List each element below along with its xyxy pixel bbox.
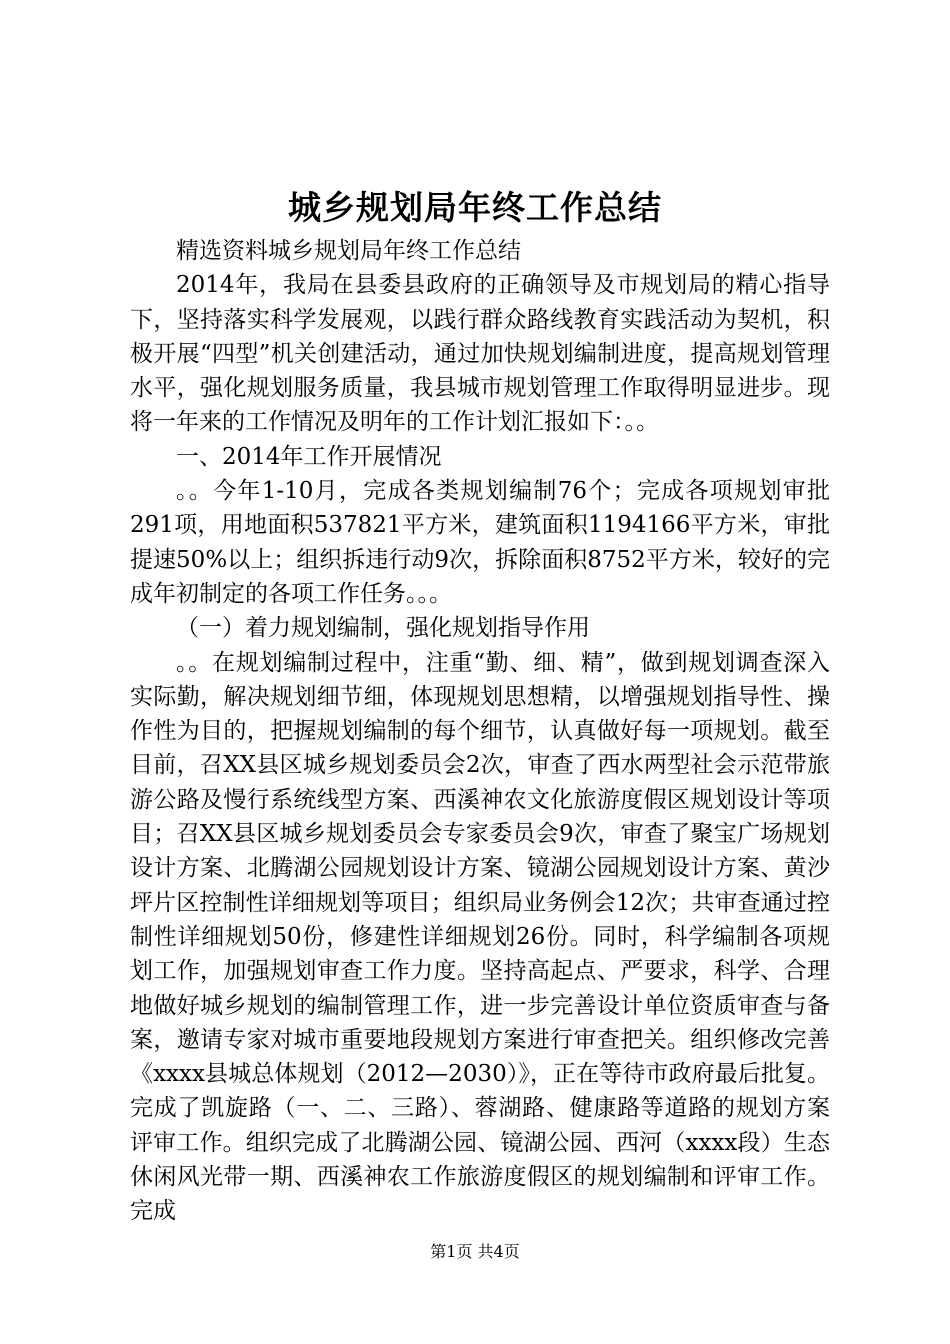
paragraph-intro: 2014年，我局在县委县政府的正确领导及市规划局的精心指导下，坚持落实科学发展观，以践行群众路线教育实践活动为契机，积极开展“四型”机关创建活动，通过加快规划编制进度，提高规划管理水平，强化规划服务质量，我县城市规划管理工作取得明显进步。现将一年来的工作情况及明年的工作计划汇报如下：。。 bbox=[130, 272, 830, 436]
paragraph-planning: 。。在规划编制过程中，注重“勤、细、精”，做到规划调查深入实际勤，解决规划细节细，体现规划思想精，以增强规划指导性、操作性为目的，把握规划编制的每个细节，认真做好每一项规划。截至目前，召XX县区城乡规划委员会2次，审查了西水两型社会示范带旅游公路及慢行系统线型方案、西溪神农文化旅游度假区规划设计等项目；召XX县区城乡规划委员会专家委员会9次，审查了聚宝广场规划设计方案、北腾湖公园规划设计方案、镜湖公园规划设计方案、黄沙坪片区控制性详细规划等项目；组织局业务例会12次；共审查通过控制性详细规划50份，修建性详细规划26份。同时，科学编制各项规划工作，加强规划审查工作力度。坚持高起点、严要求，科学、合理地做好城乡规划的编制管理工作，进一步完善设计单位资质审查与备案，邀请专家对城市重要地段规划方案进行审查把关。组织修改完善《xxxx县城总体规划（2012—2030）》，正在等待市政府最后批复。完成了凯旋路（一、二、三路）、蓉湖路、健康路等道路的规划方案评审工作。组织完成了北腾湖公园、镜湖公园、西河（xxxx段）生态休闲风光带一期、西溪神农工作旅游度假区的规划编制和评审工作。完成 bbox=[130, 649, 830, 1225]
paragraph-summary: 。。今年1-10月，完成各类规划编制76个；完成各项规划审批291项，用地面积537821平方米，建筑面积1194166平方米，审批提速50%以上；组织拆违行动9次，拆除面积8752平方米，较好的完成年初制定的各项工作任务。。。 bbox=[130, 478, 830, 607]
section-heading-1: 一、2014年工作开展情况 bbox=[176, 443, 442, 470]
page-number-footer: 第1页 共4页 bbox=[430, 1242, 520, 1261]
document-title: 城乡规划局年终工作总结 bbox=[288, 188, 662, 227]
subsection-heading-1: （一）着力规划编制，强化规划指导作用 bbox=[176, 615, 590, 642]
paragraph-subtitle: 精选资料城乡规划局年终工作总结 bbox=[176, 238, 521, 264]
document-body bbox=[130, 234, 830, 1229]
